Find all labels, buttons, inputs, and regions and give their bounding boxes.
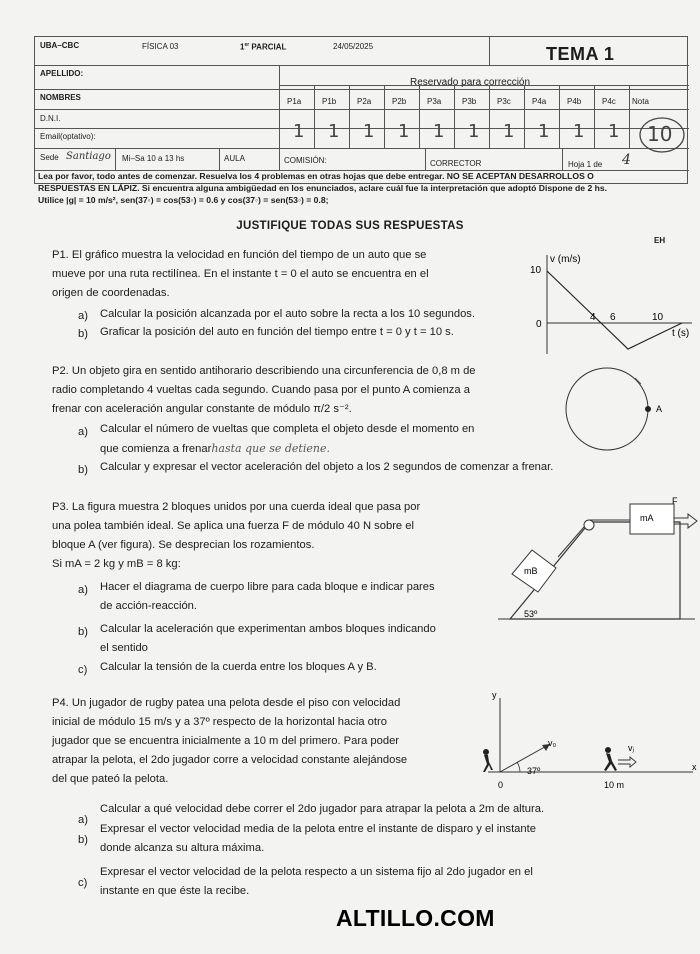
p4-c: Expresar el vector velocidad de la pelota respecto a un sistema fijo al 2do jugador en el instante en que éste la recibe.	[100, 866, 533, 897]
p4-b: Expresar el vector velocidad media de la pelota entre el instante de disparo y el instante donde alcanza su altura máxima.	[100, 823, 536, 854]
kicker-icon	[483, 749, 493, 772]
runner-icon	[604, 747, 617, 771]
p1-xlabel: t (s)	[672, 328, 690, 339]
horario: Mi–Sa 10 a 13 hs	[122, 154, 185, 163]
p1-b-label: b)	[78, 328, 88, 340]
institution: UBA–CBC	[40, 41, 80, 50]
p4-origin-label: 0	[498, 780, 504, 790]
p4-v0-vector	[500, 744, 550, 772]
aula-label: AULA	[224, 154, 245, 163]
p4-angle-label: 37º	[527, 766, 541, 776]
altillo-watermark: ALTILLO.COM	[336, 905, 495, 931]
p1-statement: P1. El gráfico muestra la velocidad en función del tiempo de un auto que se mueve por una ruta rectilínea. En el instante t = 0 el auto se encuentra en el origen de coordenadas.	[52, 249, 429, 299]
p3-angle-label: 53º	[524, 609, 538, 619]
justifique-heading: JUSTIFIQUE TODAS SUS RESPUESTAS	[236, 220, 464, 232]
p2-circle-figure	[560, 362, 670, 458]
p1-b: Graficar la posición del auto en función del tiempo entre t = 0 y t = 10 s.	[100, 326, 454, 338]
sede-value: Santiago	[66, 151, 111, 162]
p4-statement: P4. Un jugador de rugby patea una pelota desde el piso con velocidad inicial de módulo 15 m/s y a 37º respecto de la horizontal hacia otro jugador que se encuentra inicialmente a 10 m del primero. Para poder atrapar la pelota, el 2do jugador corre a velocidad constante alejándose del que pateó la pelota.	[52, 697, 408, 785]
dni-label: D.N.I.	[40, 114, 61, 123]
p4-vj-label: vⱼ	[628, 743, 635, 753]
comision-label: COMISIÓN:	[284, 156, 327, 165]
p1-ylabel: v (m/s)	[550, 254, 581, 265]
p1-ytick-0: 0	[536, 319, 542, 330]
mark-p3b: 1	[468, 121, 480, 142]
nombres-label: NOMBRES	[40, 93, 81, 102]
mark-p4b: 1	[573, 121, 585, 142]
col-p3c: P3c	[497, 97, 511, 106]
p2-b-label: b)	[78, 464, 88, 476]
col-p4b: P4b	[567, 97, 582, 106]
p4-angle-arc	[517, 762, 520, 772]
p4-y-label: y	[492, 690, 497, 700]
col-p3a: P3a	[427, 97, 442, 106]
p3-ma-label: mA	[640, 513, 654, 523]
p3-b: Calcular la aceleración que experimentan ambos bloques indicando el sentido	[100, 623, 436, 654]
col-p1b: P1b	[322, 97, 337, 106]
p4-v0-label: v₀	[548, 738, 557, 748]
p3-b-label: b)	[78, 626, 88, 638]
p4-vj-arrow	[618, 757, 636, 767]
p2-a-handwritten-note: hasta que se detiene.	[211, 442, 330, 455]
instructions	[38, 170, 688, 206]
p4-x-label: x	[692, 762, 697, 772]
mark-p2a: 1	[363, 121, 375, 142]
p1-xtick-4: 4	[590, 312, 596, 323]
tema-title: TEMA 1	[546, 44, 615, 64]
col-p2a: P2a	[357, 97, 372, 106]
p2-circle	[566, 368, 648, 450]
p1-a-label: a)	[78, 310, 88, 322]
p1-xtick-10: 10	[652, 312, 664, 323]
reservado-label: Reservado para corrección	[410, 77, 531, 88]
p1-series-line	[547, 271, 682, 349]
mark-p3a: 1	[433, 121, 445, 142]
p3-pulley	[584, 520, 594, 530]
mark-p1a: 1	[293, 121, 305, 142]
p4-a: Calcular a qué velocidad debe correr el 2do jugador para atrapar la pelota a 2m de altura.	[100, 803, 545, 815]
p1-a: Calcular la posición alcanzada por el auto sobre la recta a los 10 segundos.	[100, 308, 476, 320]
hoja-total: 4	[622, 152, 631, 168]
apellido-label: APELLIDO:	[40, 69, 84, 78]
mark-p4c: 1	[608, 121, 620, 142]
col-p4a: P4a	[532, 97, 547, 106]
mark-p4a: 1	[538, 121, 550, 142]
p4-distance-label: 10 m	[604, 780, 625, 790]
p3-statement: P3. La figura muestra 2 bloques unidos por una cuerda ideal que pasa por una polea también ideal. Se aplica una fuerza F de módulo 40 N sobre el bloque A (ver figura). Se desprecian los rozamientos. Si mA = 2 kg y mB = 8 kg:	[52, 501, 421, 570]
subject: FÍSICA 03	[142, 42, 179, 51]
p4-c-label: c)	[78, 877, 88, 889]
p2-statement: P2. Un objeto gira en sentido antihorario describiendo una circunferencia de 0,8 m de radio completando 4 vueltas cada segundo. Cuando pasa por el punto A comienza a frenar con aceleración angular constante de módulo π/2 s⁻².	[52, 365, 476, 415]
p3-c-label: c)	[78, 664, 88, 676]
p2-a-label: a)	[78, 426, 88, 438]
p2-rotation-arrow	[635, 378, 641, 384]
p3-a: Hacer el diagrama de cuerpo libre para cada bloque e indicar pares de acción-reacción.	[100, 581, 435, 612]
exam-title: 1er PARCIAL	[240, 42, 287, 52]
col-p4c: P4c	[602, 97, 616, 106]
instructions-line-3: Utilice |g| = 10 m/s², sen(37◦) = cos(53◦) = 0.6 y cos(37◦) = sen(53◦) = 0.8;	[38, 195, 329, 205]
exam-date: 24/05/2025	[333, 42, 374, 51]
mark-p1b: 1	[328, 121, 340, 142]
eh-mark: EH	[654, 236, 666, 245]
p1-ytick-10: 10	[530, 265, 542, 276]
mark-p3c: 1	[503, 121, 515, 142]
p4-a-label: a)	[78, 814, 88, 826]
col-p1a: P1a	[287, 97, 302, 106]
grade: 10	[647, 122, 673, 146]
instructions-line-2: RESPUESTAS EN LÁPIZ. Si encuentra alguna ambigüedad en los enunciados, aclare cuál fue la interpretación que adoptó Dispone de 2 hs.	[38, 183, 608, 193]
p4-rugby-figure	[478, 688, 700, 792]
col-nota: Nota	[632, 97, 649, 106]
mark-p2b: 1	[398, 121, 410, 142]
p2-b: Calcular y expresar el vector aceleración del objeto a los 2 segundos de comenzar a frenar.	[100, 461, 554, 473]
p1-velocity-graph	[522, 250, 700, 360]
col-p2b: P2b	[392, 97, 407, 106]
p3-incline-figure	[490, 494, 700, 634]
instructions-line-1: Lea por favor, todo antes de comenzar. Resuelva los 4 problemas en otras hojas que debe entregar. NO SE ACEPTAN DESARROLLOS O	[38, 171, 594, 181]
p2-point-label: A	[656, 404, 663, 414]
p2-a: Calcular el número de vueltas que completa el objeto desde el momento en que comienza a frenarhasta que se detiene.	[100, 423, 475, 455]
email-label: Email(optativo):	[40, 132, 96, 141]
p2-point-a	[645, 406, 651, 412]
corrector-label: CORRECTOR	[430, 159, 482, 168]
p3-a-label: a)	[78, 584, 88, 596]
p4-b-label: b)	[78, 834, 88, 846]
hoja-label: Hoja 1 de	[568, 160, 603, 169]
col-p3b: P3b	[462, 97, 477, 106]
sede-label: Sede	[40, 153, 59, 162]
p3-force-label: F	[672, 496, 678, 506]
p3-mb-label: mB	[524, 566, 538, 576]
p1-xtick-6: 6	[610, 312, 616, 323]
p3-c: Calcular la tensión de la cuerda entre los bloques A y B.	[100, 661, 377, 673]
